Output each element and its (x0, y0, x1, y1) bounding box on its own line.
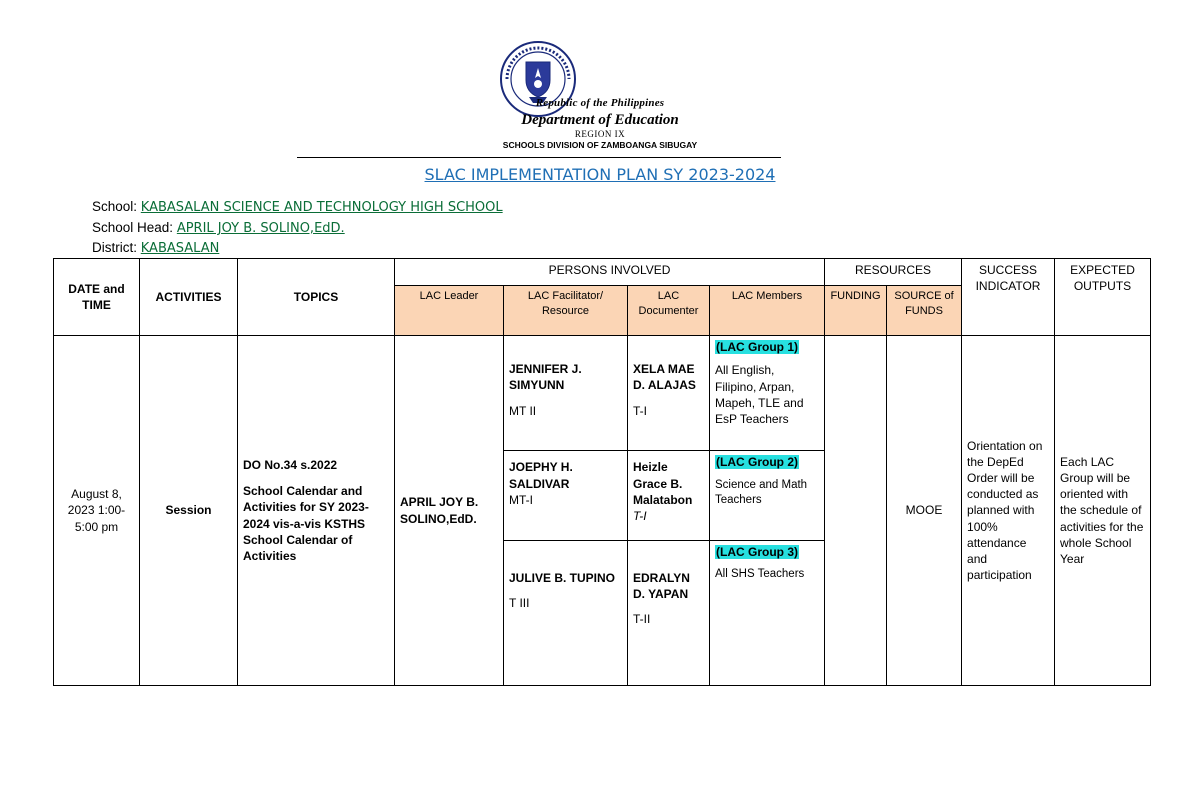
source-of-funds-cell (887, 336, 962, 686)
documenter-position-2: T-I (633, 509, 647, 523)
district-label: District: (92, 240, 137, 255)
documenter-cell-2 (628, 451, 710, 540)
success-indicator-cell (962, 336, 1055, 686)
funding-cell (825, 336, 887, 686)
facilitator-name-3: JULIVE B. TUPINO (509, 570, 616, 585)
district-line (92, 240, 219, 256)
header-lac-documenter: LAC Documenter (628, 286, 710, 336)
topic-body: School Calendar and Activities for SY 2023-2024 vis-a-vis KSTHS School Calendar of Activities (243, 484, 369, 563)
members-value-1: All English, Filipino, Arpan, Mapeh, TLE and EsP Teachers (715, 363, 804, 426)
members-value-2: Science and Math Teachers (715, 478, 808, 507)
implementation-plan-table (53, 258, 1151, 686)
header-lac-facilitator: LAC Facilitator/ Resource (504, 286, 628, 336)
members-cell-2 (710, 451, 825, 540)
school-label: School: (92, 199, 138, 214)
documenter-name-3: EDRALYN D. YAPAN (633, 570, 690, 601)
members-value-3: All SHS Teachers (715, 567, 805, 580)
header-success-indicator: SUCCESS INDICATOR (962, 259, 1055, 336)
facilitator-name-1: JENNIFER J. SIMYUNN (509, 362, 582, 393)
members-cell-1 (710, 336, 825, 451)
school-head-value: APRIL JOY B. SOLINO,EdD. (176, 221, 345, 236)
activity-cell (140, 336, 238, 686)
facilitator-position-2: MT-I (509, 492, 533, 507)
documenter-cell-1 (628, 336, 710, 451)
expected-outputs-cell (1055, 336, 1151, 686)
header-persons-involved: PERSONS INVOLVED (395, 259, 825, 286)
success-indicator-value: Orientation on the DepEd Order will be conducted as planned with 100% attendance and participation (967, 438, 1043, 583)
documenter-cell-3 (628, 540, 710, 685)
lac-group-label-2: (LAC Group 2) (716, 455, 798, 470)
page-title: SLAC IMPLEMENTATION PLAN SY 2023-2024 (424, 165, 776, 184)
facilitator-name-2: JOEPHY H. SALDIVAR (509, 460, 573, 491)
source-of-funds-value: MOOE (905, 503, 943, 518)
facilitator-cell-1 (504, 336, 628, 451)
topic-title: DO No.34 s.2022 (243, 458, 338, 473)
header-divider (297, 157, 781, 158)
lac-group-label-3: (LAC Group 3) (716, 544, 798, 559)
documenter-position-3: T-II (633, 612, 651, 627)
members-cell-3 (710, 540, 825, 685)
facilitator-position-3: T III (509, 595, 530, 610)
lac-leader-cell (395, 336, 504, 686)
header-date-time: DATE and TIME (54, 259, 140, 336)
activity-value: Session (165, 503, 212, 518)
header-lac-members: LAC Members (710, 286, 825, 336)
header-activities: ACTIVITIES (140, 259, 238, 336)
division-line: SCHOOLS DIVISION OF ZAMBOANGA SIBUGAY (502, 140, 698, 150)
region-line: REGION IX (574, 129, 626, 139)
lac-group-label-1: (LAC Group 1) (716, 340, 798, 355)
lac-leader-value: APRIL JOY B. SOLINO,EdD. (400, 495, 479, 526)
republic-line: Republic of the Philippines (535, 97, 665, 109)
school-value: KABASALAN SCIENCE AND TECHNOLOGY HIGH SCHOOL (140, 200, 503, 215)
expected-outputs-value: Each LAC Group will be oriented with the schedule of activities for the whole School Year (1060, 454, 1144, 567)
documenter-name-1: XELA MAE D. ALAJAS (633, 362, 696, 393)
documenter-position-1: T-I (633, 403, 647, 418)
facilitator-cell-2 (504, 451, 628, 540)
documenter-name-2: Heizle Grace B. Malatabon (633, 460, 693, 507)
school-info-line (92, 199, 503, 215)
school-head-line (92, 220, 345, 236)
header-topics: TOPICS (238, 259, 395, 336)
facilitator-position-1: MT II (509, 403, 537, 418)
school-head-label: School Head: (92, 220, 174, 235)
header-source-of-funds: SOURCE of FUNDS (887, 286, 962, 336)
district-value: KABASALAN (140, 241, 220, 256)
date-time-cell (54, 336, 140, 686)
facilitator-cell-3 (504, 540, 628, 685)
header-resources: RESOURCES (825, 259, 962, 286)
topic-cell (238, 336, 395, 686)
department-name: Department of Education (521, 112, 679, 128)
header-lac-leader: LAC Leader (395, 286, 504, 336)
header-funding: FUNDING (825, 286, 887, 336)
header-expected-outputs: EXPECTED OUTPUTS (1055, 259, 1151, 336)
date-time-value: August 8, 2023 1:00-5:00 pm (67, 487, 126, 534)
